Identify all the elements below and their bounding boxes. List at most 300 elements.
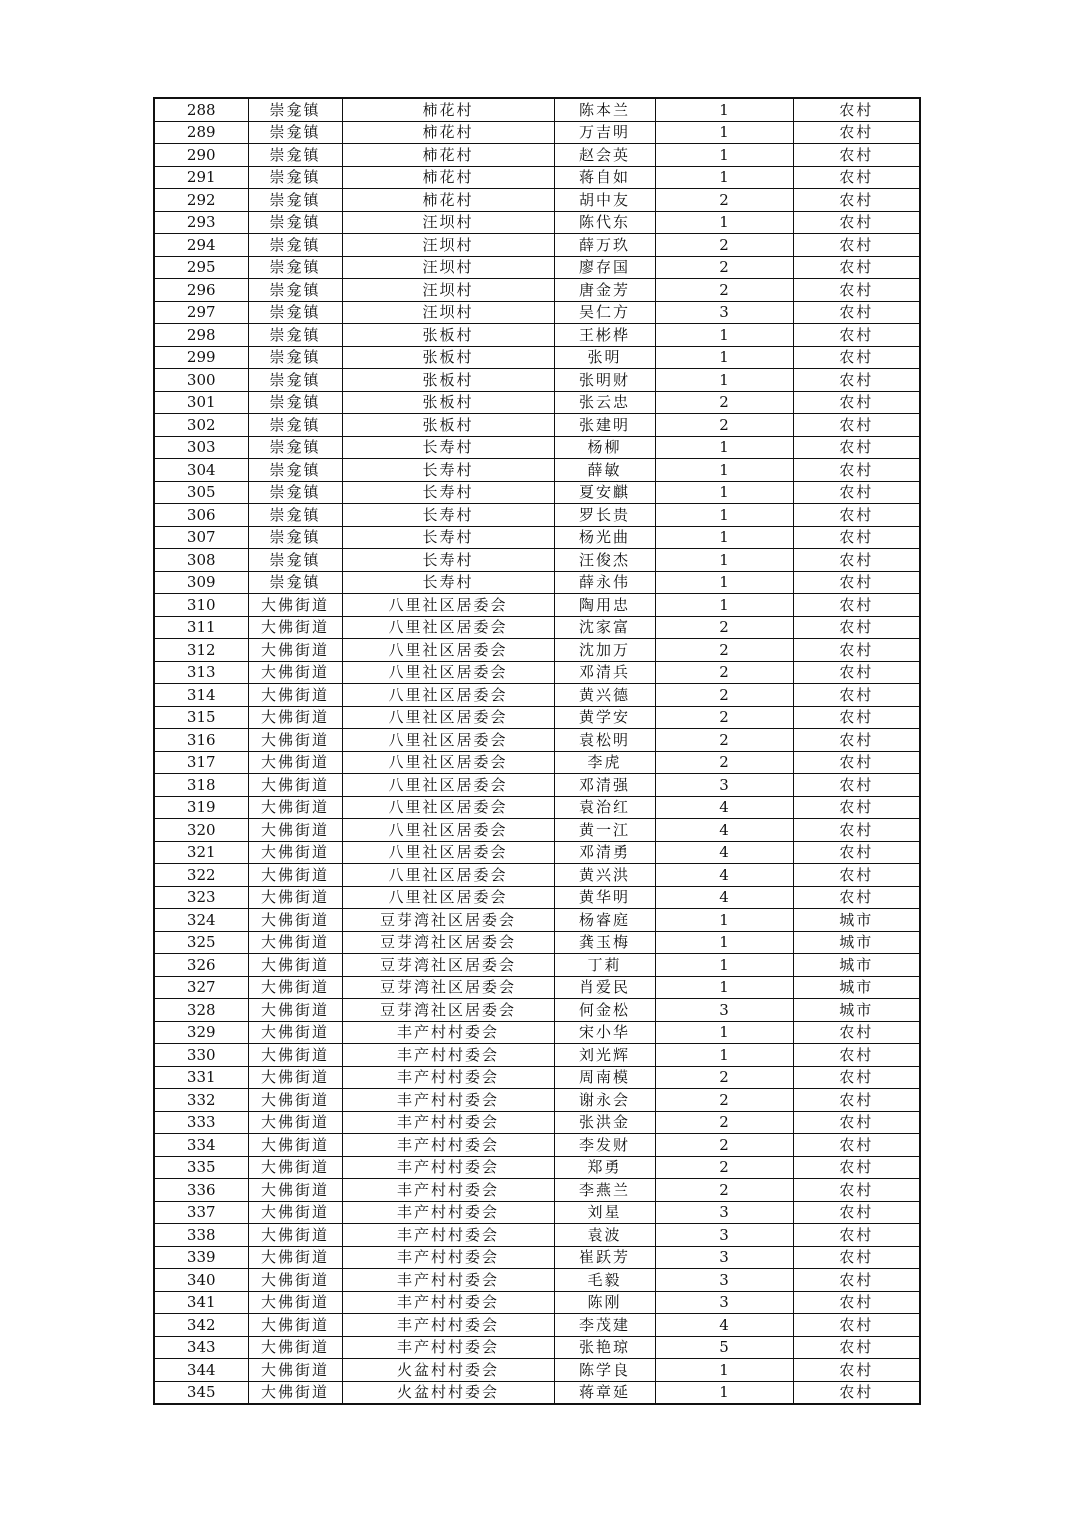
household-size-cell: 4 bbox=[655, 886, 793, 909]
area-type-cell: 城市 bbox=[793, 954, 920, 977]
community-cell: 八里社区居委会 bbox=[342, 639, 554, 662]
serial-number-cell: 307 bbox=[154, 526, 248, 549]
household-size-cell: 2 bbox=[655, 616, 793, 639]
table-row bbox=[154, 369, 920, 392]
household-size-cell: 1 bbox=[655, 1359, 793, 1382]
name-cell: 崔跃芳 bbox=[554, 1246, 655, 1269]
town-cell: 大佛街道 bbox=[248, 1359, 342, 1382]
community-cell: 丰产村村委会 bbox=[342, 1291, 554, 1314]
serial-number-cell: 296 bbox=[154, 279, 248, 302]
community-cell: 柿花村 bbox=[342, 166, 554, 189]
household-size-cell: 2 bbox=[655, 391, 793, 414]
household-size-cell: 4 bbox=[655, 796, 793, 819]
area-type-cell: 农村 bbox=[793, 1021, 920, 1044]
name-cell: 陈本兰 bbox=[554, 98, 655, 121]
household-size-cell: 1 bbox=[655, 1381, 793, 1404]
town-cell: 大佛街道 bbox=[248, 1246, 342, 1269]
household-size-cell: 2 bbox=[655, 639, 793, 662]
serial-number-cell: 297 bbox=[154, 301, 248, 324]
name-cell: 沈加万 bbox=[554, 639, 655, 662]
table-row bbox=[154, 1381, 920, 1404]
serial-number-cell: 298 bbox=[154, 324, 248, 347]
serial-number-cell: 321 bbox=[154, 841, 248, 864]
table-row bbox=[154, 684, 920, 707]
area-type-cell: 农村 bbox=[793, 1291, 920, 1314]
community-cell: 八里社区居委会 bbox=[342, 819, 554, 842]
table-row bbox=[154, 1336, 920, 1359]
name-cell: 袁治红 bbox=[554, 796, 655, 819]
town-cell: 崇龛镇 bbox=[248, 526, 342, 549]
table-row bbox=[154, 729, 920, 752]
town-cell: 崇龛镇 bbox=[248, 144, 342, 167]
table-row bbox=[154, 751, 920, 774]
name-cell: 刘星 bbox=[554, 1201, 655, 1224]
table-row bbox=[154, 954, 920, 977]
serial-number-cell: 310 bbox=[154, 594, 248, 617]
area-type-cell: 农村 bbox=[793, 504, 920, 527]
household-size-cell: 2 bbox=[655, 1134, 793, 1157]
household-table bbox=[153, 97, 921, 1405]
town-cell: 大佛街道 bbox=[248, 1089, 342, 1112]
serial-number-cell: 313 bbox=[154, 661, 248, 684]
community-cell: 火盆村村委会 bbox=[342, 1381, 554, 1404]
household-size-cell: 3 bbox=[655, 1291, 793, 1314]
town-cell: 大佛街道 bbox=[248, 1381, 342, 1404]
serial-number-cell: 320 bbox=[154, 819, 248, 842]
table-row bbox=[154, 1314, 920, 1337]
household-size-cell: 2 bbox=[655, 729, 793, 752]
serial-number-cell: 303 bbox=[154, 436, 248, 459]
name-cell: 陶用忠 bbox=[554, 594, 655, 617]
serial-number-cell: 337 bbox=[154, 1201, 248, 1224]
name-cell: 蒋章延 bbox=[554, 1381, 655, 1404]
name-cell: 赵会英 bbox=[554, 144, 655, 167]
area-type-cell: 农村 bbox=[793, 391, 920, 414]
town-cell: 大佛街道 bbox=[248, 886, 342, 909]
community-cell: 八里社区居委会 bbox=[342, 886, 554, 909]
name-cell: 罗长贵 bbox=[554, 504, 655, 527]
area-type-cell: 农村 bbox=[793, 1156, 920, 1179]
table-row bbox=[154, 774, 920, 797]
community-cell: 长寿村 bbox=[342, 459, 554, 482]
household-size-cell: 2 bbox=[655, 1156, 793, 1179]
serial-number-cell: 335 bbox=[154, 1156, 248, 1179]
serial-number-cell: 304 bbox=[154, 459, 248, 482]
serial-number-cell: 343 bbox=[154, 1336, 248, 1359]
town-cell: 大佛街道 bbox=[248, 1314, 342, 1337]
table-row bbox=[154, 1224, 920, 1247]
household-size-cell: 2 bbox=[655, 279, 793, 302]
town-cell: 崇龛镇 bbox=[248, 256, 342, 279]
name-cell: 张建明 bbox=[554, 414, 655, 437]
town-cell: 崇龛镇 bbox=[248, 98, 342, 121]
area-type-cell: 农村 bbox=[793, 706, 920, 729]
community-cell: 豆芽湾社区居委会 bbox=[342, 999, 554, 1022]
name-cell: 龚玉梅 bbox=[554, 931, 655, 954]
town-cell: 大佛街道 bbox=[248, 864, 342, 887]
household-size-cell: 3 bbox=[655, 1224, 793, 1247]
name-cell: 汪俊杰 bbox=[554, 549, 655, 572]
town-cell: 崇龛镇 bbox=[248, 324, 342, 347]
table-row bbox=[154, 1291, 920, 1314]
community-cell: 八里社区居委会 bbox=[342, 661, 554, 684]
community-cell: 丰产村村委会 bbox=[342, 1021, 554, 1044]
community-cell: 张板村 bbox=[342, 324, 554, 347]
town-cell: 大佛街道 bbox=[248, 796, 342, 819]
household-size-cell: 1 bbox=[655, 211, 793, 234]
serial-number-cell: 292 bbox=[154, 189, 248, 212]
table-row bbox=[154, 819, 920, 842]
table-row bbox=[154, 594, 920, 617]
serial-number-cell: 318 bbox=[154, 774, 248, 797]
table-row bbox=[154, 279, 920, 302]
serial-number-cell: 322 bbox=[154, 864, 248, 887]
table-row bbox=[154, 706, 920, 729]
name-cell: 黄学安 bbox=[554, 706, 655, 729]
table-row bbox=[154, 796, 920, 819]
name-cell: 肖爱民 bbox=[554, 976, 655, 999]
town-cell: 大佛街道 bbox=[248, 909, 342, 932]
serial-number-cell: 344 bbox=[154, 1359, 248, 1382]
community-cell: 八里社区居委会 bbox=[342, 796, 554, 819]
community-cell: 长寿村 bbox=[342, 526, 554, 549]
table-row bbox=[154, 571, 920, 594]
area-type-cell: 城市 bbox=[793, 909, 920, 932]
household-size-cell: 1 bbox=[655, 1044, 793, 1067]
serial-number-cell: 340 bbox=[154, 1269, 248, 1292]
area-type-cell: 农村 bbox=[793, 1246, 920, 1269]
town-cell: 大佛街道 bbox=[248, 1111, 342, 1134]
household-size-cell: 5 bbox=[655, 1336, 793, 1359]
table-row bbox=[154, 999, 920, 1022]
area-type-cell: 农村 bbox=[793, 234, 920, 257]
area-type-cell: 农村 bbox=[793, 1314, 920, 1337]
community-cell: 汪坝村 bbox=[342, 234, 554, 257]
community-cell: 八里社区居委会 bbox=[342, 616, 554, 639]
community-cell: 八里社区居委会 bbox=[342, 774, 554, 797]
name-cell: 杨柳 bbox=[554, 436, 655, 459]
town-cell: 崇龛镇 bbox=[248, 189, 342, 212]
community-cell: 张板村 bbox=[342, 369, 554, 392]
serial-number-cell: 338 bbox=[154, 1224, 248, 1247]
community-cell: 柿花村 bbox=[342, 189, 554, 212]
name-cell: 袁波 bbox=[554, 1224, 655, 1247]
name-cell: 李茂建 bbox=[554, 1314, 655, 1337]
town-cell: 崇龛镇 bbox=[248, 549, 342, 572]
town-cell: 大佛街道 bbox=[248, 1201, 342, 1224]
town-cell: 崇龛镇 bbox=[248, 504, 342, 527]
table-row bbox=[154, 1269, 920, 1292]
town-cell: 大佛街道 bbox=[248, 1336, 342, 1359]
area-type-cell: 农村 bbox=[793, 661, 920, 684]
town-cell: 大佛街道 bbox=[248, 1021, 342, 1044]
serial-number-cell: 332 bbox=[154, 1089, 248, 1112]
area-type-cell: 农村 bbox=[793, 1089, 920, 1112]
town-cell: 崇龛镇 bbox=[248, 391, 342, 414]
serial-number-cell: 326 bbox=[154, 954, 248, 977]
name-cell: 张艳琼 bbox=[554, 1336, 655, 1359]
area-type-cell: 农村 bbox=[793, 144, 920, 167]
name-cell: 薛万玖 bbox=[554, 234, 655, 257]
household-size-cell: 1 bbox=[655, 436, 793, 459]
town-cell: 崇龛镇 bbox=[248, 369, 342, 392]
community-cell: 柿花村 bbox=[342, 121, 554, 144]
area-type-cell: 农村 bbox=[793, 98, 920, 121]
name-cell: 杨光曲 bbox=[554, 526, 655, 549]
town-cell: 崇龛镇 bbox=[248, 279, 342, 302]
table-row bbox=[154, 189, 920, 212]
town-cell: 大佛街道 bbox=[248, 684, 342, 707]
community-cell: 八里社区居委会 bbox=[342, 751, 554, 774]
area-type-cell: 农村 bbox=[793, 751, 920, 774]
name-cell: 唐金芳 bbox=[554, 279, 655, 302]
area-type-cell: 农村 bbox=[793, 819, 920, 842]
name-cell: 李发财 bbox=[554, 1134, 655, 1157]
table-row bbox=[154, 301, 920, 324]
town-cell: 大佛街道 bbox=[248, 729, 342, 752]
town-cell: 大佛街道 bbox=[248, 1044, 342, 1067]
table-row bbox=[154, 1156, 920, 1179]
serial-number-cell: 345 bbox=[154, 1381, 248, 1404]
community-cell: 丰产村村委会 bbox=[342, 1179, 554, 1202]
town-cell: 崇龛镇 bbox=[248, 211, 342, 234]
area-type-cell: 农村 bbox=[793, 346, 920, 369]
area-type-cell: 农村 bbox=[793, 774, 920, 797]
table-body bbox=[154, 98, 920, 1404]
town-cell: 大佛街道 bbox=[248, 841, 342, 864]
household-size-cell: 1 bbox=[655, 369, 793, 392]
area-type-cell: 农村 bbox=[793, 279, 920, 302]
household-size-cell: 4 bbox=[655, 841, 793, 864]
household-size-cell: 2 bbox=[655, 1179, 793, 1202]
area-type-cell: 农村 bbox=[793, 1269, 920, 1292]
serial-number-cell: 314 bbox=[154, 684, 248, 707]
town-cell: 大佛街道 bbox=[248, 661, 342, 684]
town-cell: 大佛街道 bbox=[248, 999, 342, 1022]
name-cell: 李燕兰 bbox=[554, 1179, 655, 1202]
area-type-cell: 农村 bbox=[793, 1111, 920, 1134]
serial-number-cell: 324 bbox=[154, 909, 248, 932]
household-size-cell: 1 bbox=[655, 144, 793, 167]
area-type-cell: 城市 bbox=[793, 931, 920, 954]
serial-number-cell: 319 bbox=[154, 796, 248, 819]
table-row bbox=[154, 414, 920, 437]
serial-number-cell: 289 bbox=[154, 121, 248, 144]
community-cell: 丰产村村委会 bbox=[342, 1201, 554, 1224]
town-cell: 崇龛镇 bbox=[248, 571, 342, 594]
household-size-cell: 2 bbox=[655, 414, 793, 437]
area-type-cell: 农村 bbox=[793, 1044, 920, 1067]
table-row bbox=[154, 976, 920, 999]
table-row bbox=[154, 346, 920, 369]
household-size-cell: 1 bbox=[655, 931, 793, 954]
serial-number-cell: 328 bbox=[154, 999, 248, 1022]
name-cell: 黄一江 bbox=[554, 819, 655, 842]
household-size-cell: 3 bbox=[655, 1269, 793, 1292]
area-type-cell: 农村 bbox=[793, 841, 920, 864]
town-cell: 大佛街道 bbox=[248, 1224, 342, 1247]
name-cell: 邓清兵 bbox=[554, 661, 655, 684]
name-cell: 宋小华 bbox=[554, 1021, 655, 1044]
area-type-cell: 农村 bbox=[793, 481, 920, 504]
name-cell: 刘光辉 bbox=[554, 1044, 655, 1067]
area-type-cell: 农村 bbox=[793, 436, 920, 459]
community-cell: 丰产村村委会 bbox=[342, 1314, 554, 1337]
household-size-cell: 1 bbox=[655, 549, 793, 572]
community-cell: 八里社区居委会 bbox=[342, 684, 554, 707]
area-type-cell: 农村 bbox=[793, 414, 920, 437]
town-cell: 崇龛镇 bbox=[248, 301, 342, 324]
area-type-cell: 农村 bbox=[793, 1179, 920, 1202]
community-cell: 汪坝村 bbox=[342, 211, 554, 234]
name-cell: 黄兴洪 bbox=[554, 864, 655, 887]
serial-number-cell: 336 bbox=[154, 1179, 248, 1202]
serial-number-cell: 305 bbox=[154, 481, 248, 504]
area-type-cell: 农村 bbox=[793, 189, 920, 212]
name-cell: 胡中友 bbox=[554, 189, 655, 212]
name-cell: 万吉明 bbox=[554, 121, 655, 144]
household-size-cell: 1 bbox=[655, 504, 793, 527]
serial-number-cell: 316 bbox=[154, 729, 248, 752]
serial-number-cell: 315 bbox=[154, 706, 248, 729]
household-size-cell: 1 bbox=[655, 121, 793, 144]
table-row bbox=[154, 256, 920, 279]
town-cell: 崇龛镇 bbox=[248, 166, 342, 189]
table-row bbox=[154, 886, 920, 909]
name-cell: 周南模 bbox=[554, 1066, 655, 1089]
name-cell: 张云忠 bbox=[554, 391, 655, 414]
table-row bbox=[154, 211, 920, 234]
serial-number-cell: 323 bbox=[154, 886, 248, 909]
community-cell: 豆芽湾社区居委会 bbox=[342, 954, 554, 977]
table-row bbox=[154, 1089, 920, 1112]
town-cell: 崇龛镇 bbox=[248, 234, 342, 257]
area-type-cell: 农村 bbox=[793, 121, 920, 144]
table-row bbox=[154, 121, 920, 144]
name-cell: 夏安麒 bbox=[554, 481, 655, 504]
name-cell: 陈刚 bbox=[554, 1291, 655, 1314]
serial-number-cell: 334 bbox=[154, 1134, 248, 1157]
town-cell: 崇龛镇 bbox=[248, 346, 342, 369]
town-cell: 大佛街道 bbox=[248, 751, 342, 774]
table-row bbox=[154, 931, 920, 954]
area-type-cell: 城市 bbox=[793, 976, 920, 999]
community-cell: 张板村 bbox=[342, 391, 554, 414]
community-cell: 八里社区居委会 bbox=[342, 706, 554, 729]
community-cell: 张板村 bbox=[342, 414, 554, 437]
serial-number-cell: 291 bbox=[154, 166, 248, 189]
name-cell: 何金松 bbox=[554, 999, 655, 1022]
town-cell: 大佛街道 bbox=[248, 819, 342, 842]
community-cell: 八里社区居委会 bbox=[342, 729, 554, 752]
serial-number-cell: 309 bbox=[154, 571, 248, 594]
community-cell: 长寿村 bbox=[342, 571, 554, 594]
town-cell: 大佛街道 bbox=[248, 931, 342, 954]
area-type-cell: 城市 bbox=[793, 999, 920, 1022]
community-cell: 豆芽湾社区居委会 bbox=[342, 909, 554, 932]
table-row bbox=[154, 1179, 920, 1202]
serial-number-cell: 333 bbox=[154, 1111, 248, 1134]
household-size-cell: 3 bbox=[655, 1246, 793, 1269]
community-cell: 丰产村村委会 bbox=[342, 1336, 554, 1359]
area-type-cell: 农村 bbox=[793, 166, 920, 189]
table-row bbox=[154, 841, 920, 864]
household-size-cell: 4 bbox=[655, 819, 793, 842]
table-row bbox=[154, 1111, 920, 1134]
community-cell: 丰产村村委会 bbox=[342, 1246, 554, 1269]
area-type-cell: 农村 bbox=[793, 1224, 920, 1247]
area-type-cell: 农村 bbox=[793, 1336, 920, 1359]
town-cell: 大佛街道 bbox=[248, 1269, 342, 1292]
area-type-cell: 农村 bbox=[793, 864, 920, 887]
community-cell: 汪坝村 bbox=[342, 301, 554, 324]
name-cell: 薛永伟 bbox=[554, 571, 655, 594]
area-type-cell: 农村 bbox=[793, 639, 920, 662]
household-size-cell: 1 bbox=[655, 346, 793, 369]
serial-number-cell: 331 bbox=[154, 1066, 248, 1089]
community-cell: 丰产村村委会 bbox=[342, 1224, 554, 1247]
name-cell: 王彬桦 bbox=[554, 324, 655, 347]
household-size-cell: 3 bbox=[655, 1201, 793, 1224]
household-size-cell: 1 bbox=[655, 909, 793, 932]
town-cell: 崇龛镇 bbox=[248, 414, 342, 437]
table-row bbox=[154, 459, 920, 482]
table-row bbox=[154, 1201, 920, 1224]
household-size-cell: 2 bbox=[655, 684, 793, 707]
table-row bbox=[154, 549, 920, 572]
household-size-cell: 2 bbox=[655, 256, 793, 279]
name-cell: 丁莉 bbox=[554, 954, 655, 977]
household-size-cell: 2 bbox=[655, 189, 793, 212]
community-cell: 长寿村 bbox=[342, 481, 554, 504]
name-cell: 张明财 bbox=[554, 369, 655, 392]
town-cell: 大佛街道 bbox=[248, 706, 342, 729]
area-type-cell: 农村 bbox=[793, 684, 920, 707]
serial-number-cell: 302 bbox=[154, 414, 248, 437]
name-cell: 谢永会 bbox=[554, 1089, 655, 1112]
serial-number-cell: 306 bbox=[154, 504, 248, 527]
community-cell: 八里社区居委会 bbox=[342, 841, 554, 864]
serial-number-cell: 312 bbox=[154, 639, 248, 662]
area-type-cell: 农村 bbox=[793, 1066, 920, 1089]
table-row bbox=[154, 1021, 920, 1044]
area-type-cell: 农村 bbox=[793, 301, 920, 324]
household-size-cell: 2 bbox=[655, 1111, 793, 1134]
area-type-cell: 农村 bbox=[793, 459, 920, 482]
household-size-cell: 1 bbox=[655, 166, 793, 189]
serial-number-cell: 308 bbox=[154, 549, 248, 572]
table-row bbox=[154, 1246, 920, 1269]
community-cell: 豆芽湾社区居委会 bbox=[342, 976, 554, 999]
table-row bbox=[154, 864, 920, 887]
town-cell: 大佛街道 bbox=[248, 1066, 342, 1089]
town-cell: 大佛街道 bbox=[248, 954, 342, 977]
name-cell: 廖存国 bbox=[554, 256, 655, 279]
town-cell: 大佛街道 bbox=[248, 1156, 342, 1179]
household-size-cell: 4 bbox=[655, 1314, 793, 1337]
town-cell: 大佛街道 bbox=[248, 1134, 342, 1157]
community-cell: 豆芽湾社区居委会 bbox=[342, 931, 554, 954]
town-cell: 崇龛镇 bbox=[248, 436, 342, 459]
area-type-cell: 农村 bbox=[793, 211, 920, 234]
table-row bbox=[154, 616, 920, 639]
community-cell: 丰产村村委会 bbox=[342, 1269, 554, 1292]
household-size-cell: 2 bbox=[655, 234, 793, 257]
serial-number-cell: 327 bbox=[154, 976, 248, 999]
table-row bbox=[154, 1044, 920, 1067]
table-row bbox=[154, 639, 920, 662]
table-row bbox=[154, 391, 920, 414]
